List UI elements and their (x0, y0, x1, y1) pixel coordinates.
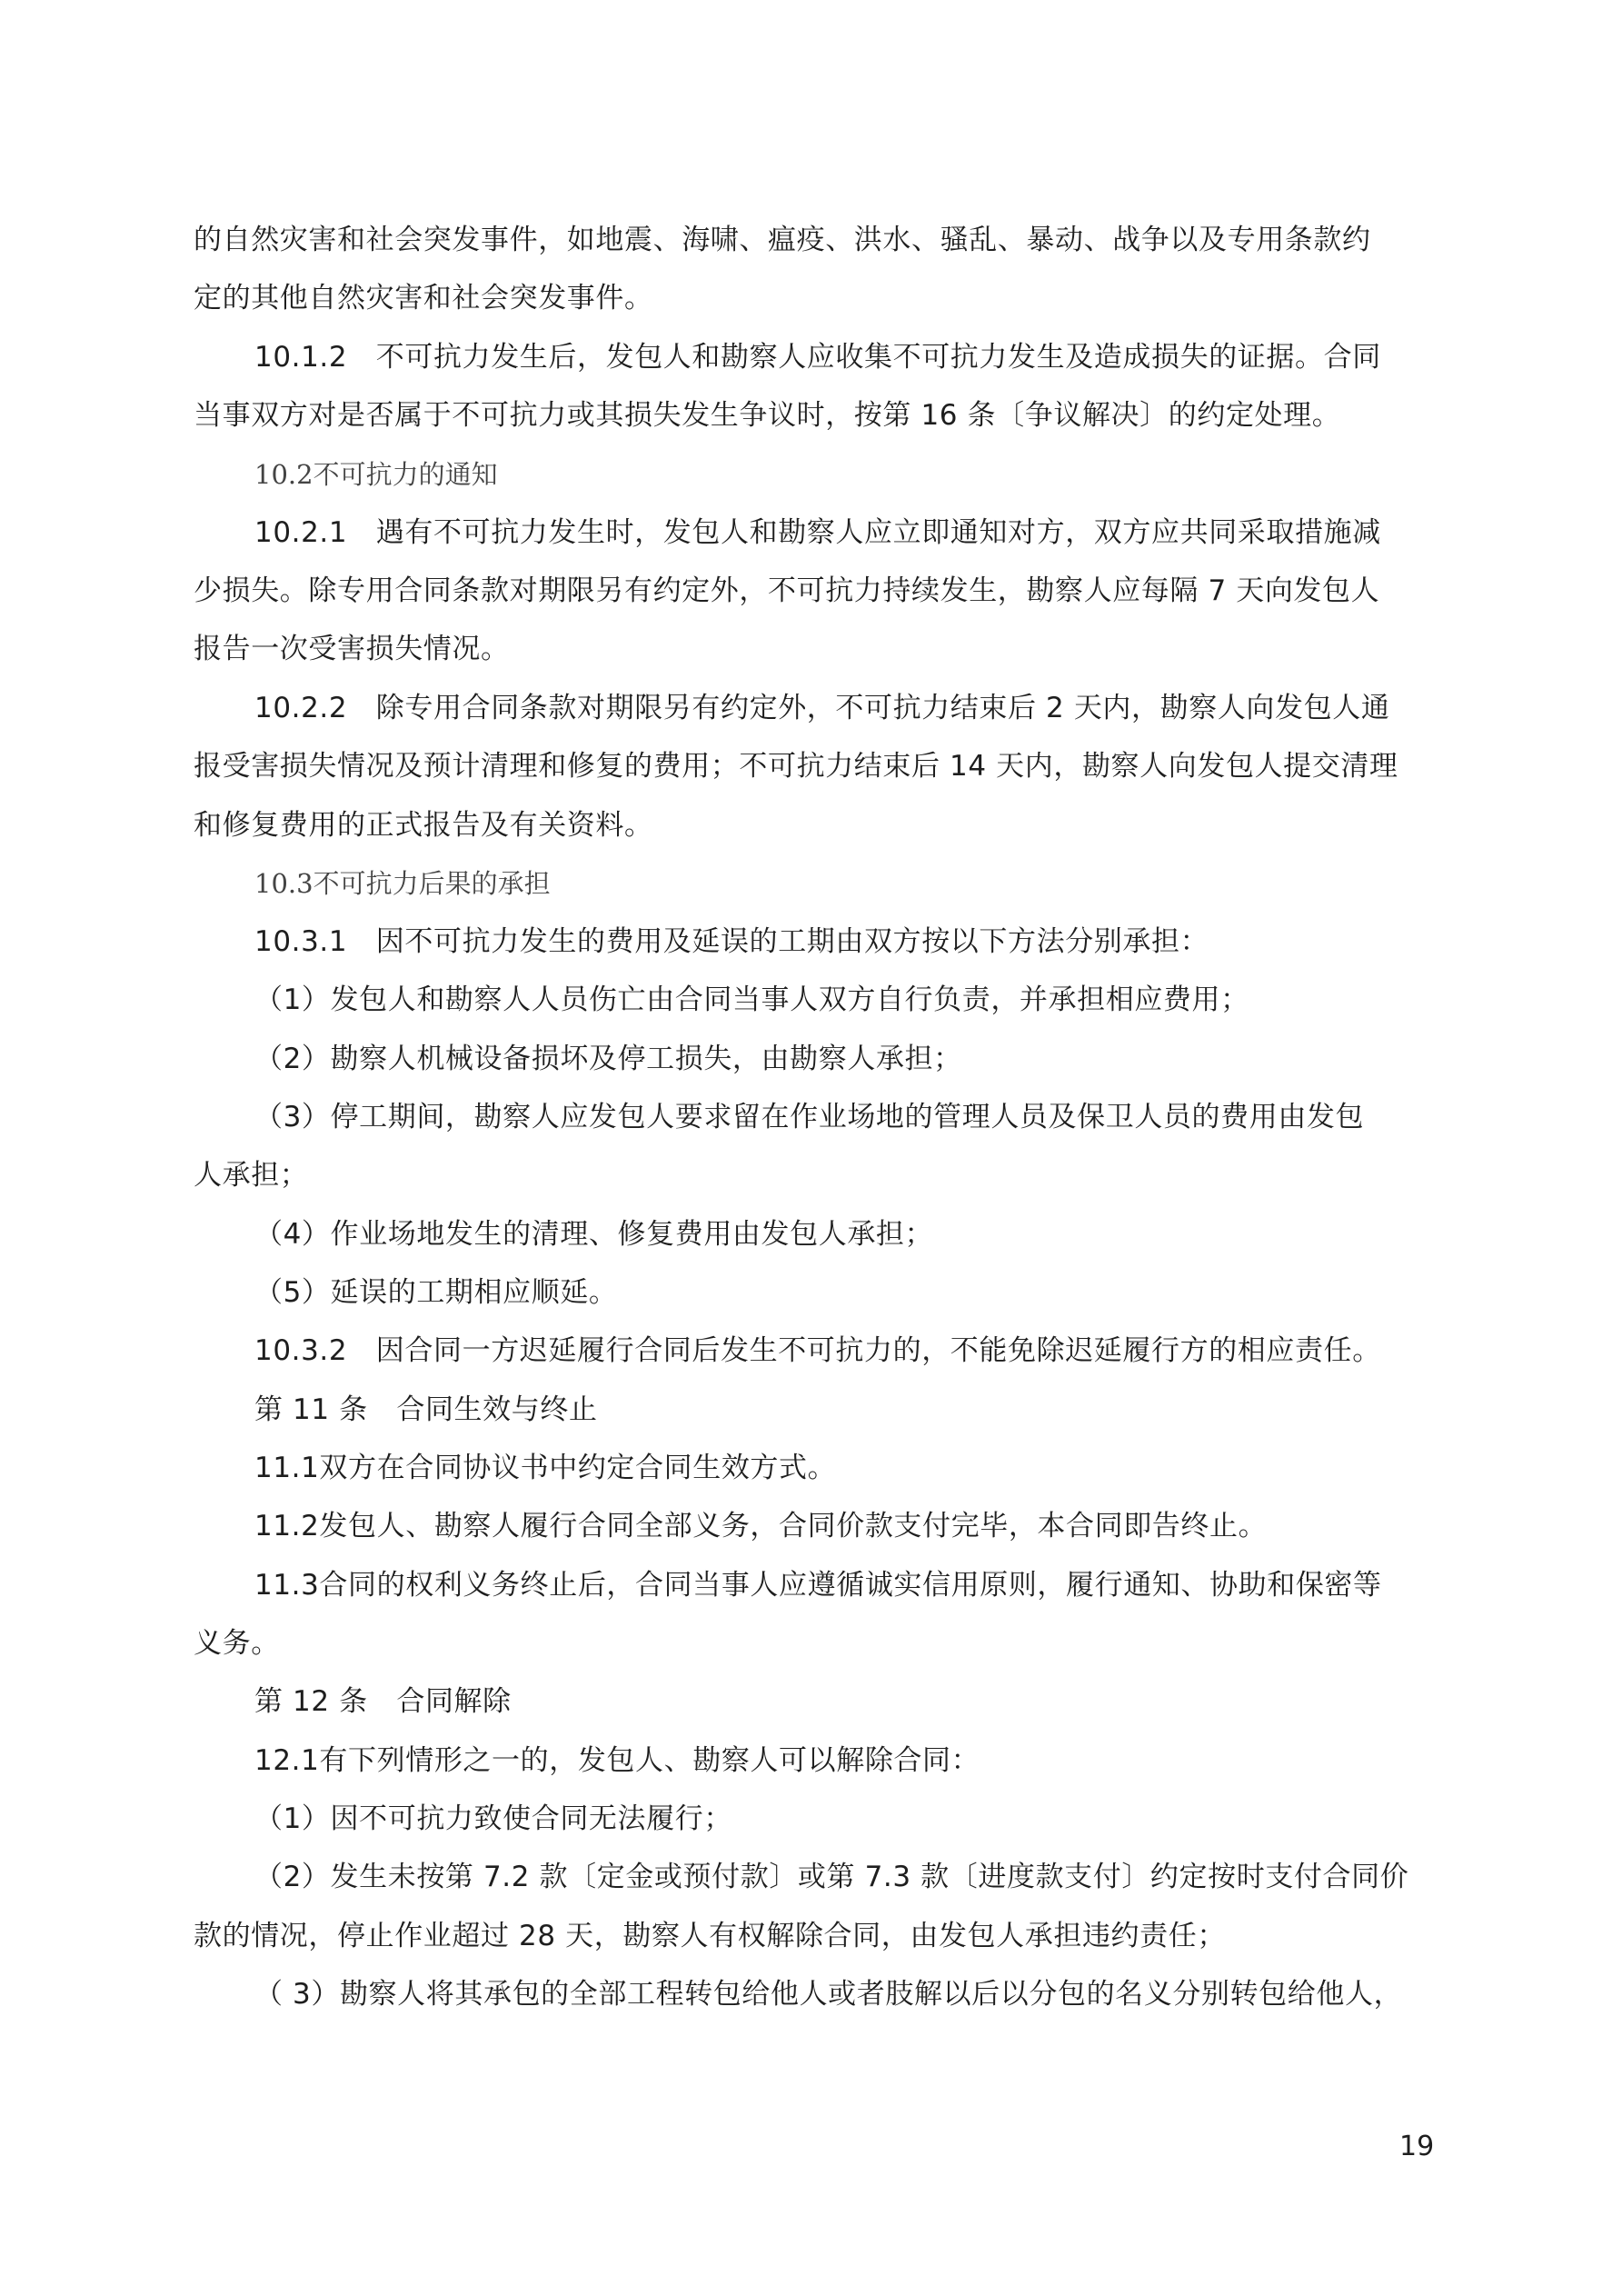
list-item: （2）发生未按第 7.2 款〔定金或预付款〕或第 7.3 款〔进度款支付〕约定按时支付合同价 (254, 1861, 1409, 1893)
paragraph-line: 人承担； (194, 1159, 309, 1192)
clause-11-3: 11.3合同的权利义务终止后，合同当事人应遵循诚实信用原则，履行通知、协助和保密等 (254, 1569, 1382, 1602)
paragraph-line: 的自然灾害和社会突发事件，如地震、海啸、瘟疫、洪水、骚乱、暴动、战争以及专用条款约 (194, 224, 1371, 256)
section-heading-10-2: 10.2不可抗力的通知 (254, 459, 498, 490)
list-item: （2）勘察人机械设备损坏及停工损失，由勘察人承担； (254, 1043, 962, 1075)
paragraph-line: 定的其他自然灾害和社会突发事件。 (194, 282, 653, 314)
paragraph-line: 少损失。除专用合同条款对期限另有约定外，不可抗力持续发生，勘察人应每隔 7 天向发包人 (194, 574, 1380, 607)
paragraph-line: 报受害损失情况及预计清理和修复的费用；不可抗力结束后 14 天内，勘察人向发包人提交清理 (194, 750, 1398, 783)
paragraph-line: 和修复费用的正式报告及有关资料。 (194, 809, 653, 842)
clause-10-1-2: 10.1.2 不可抗力发生后，发包人和勘察人应收集不可抗力发生及造成损失的证据。合同 (254, 341, 1381, 374)
clause-11-2: 11.2发包人、勘察人履行合同全部义务，合同价款支付完毕，本合同即告终止。 (254, 1510, 1268, 1542)
page-number: 19 (1399, 2131, 1435, 2162)
clause-11-1: 11.1双方在合同协议书中约定合同生效方式。 (254, 1452, 837, 1484)
list-item: （3）停工期间，勘察人应发包人要求留在作业场地的管理人员及保卫人员的费用由发包 (254, 1101, 1365, 1133)
section-heading-10-3: 10.3不可抗力后果的承担 (254, 868, 551, 899)
clause-10-2-2: 10.2.2 除专用合同条款对期限另有约定外，不可抗力结束后 2 天内，勘察人向发包人通 (254, 692, 1390, 724)
paragraph-line: 当事双方对是否属于不可抗力或其损失发生争议时，按第 16 条〔争议解决〕的约定处理。 (194, 399, 1341, 432)
list-item: （1）发包人和勘察人人员伤亡由合同当事人双方自行负责，并承担相应费用； (254, 983, 1249, 1016)
list-item: （4）作业场地发生的清理、修复费用由发包人承担； (254, 1218, 934, 1251)
paragraph-line: 款的情况，停止作业超过 28 天，勘察人有权解除合同，由发包人承担违约责任； (194, 1920, 1226, 1952)
clause-10-3-1: 10.3.1 因不可抗力发生的费用及延误的工期由双方按以下方法分别承担： (254, 925, 1209, 958)
list-item: （ 3）勘察人将其承包的全部工程转包给他人或者肢解以后以分包的名义分别转包给他人， (254, 1978, 1403, 2011)
paragraph-line: 义务。 (194, 1627, 280, 1660)
list-item: （5）延误的工期相应顺延。 (254, 1276, 618, 1309)
paragraph-line: 报告一次受害损失情况。 (194, 633, 510, 665)
article-heading-11: 第 11 条 合同生效与终止 (254, 1393, 598, 1426)
clause-10-3-2: 10.3.2 因合同一方迟延履行合同后发生不可抗力的，不能免除迟延履行方的相应责任。 (254, 1334, 1381, 1367)
list-item: （1）因不可抗力致使合同无法履行； (254, 1802, 732, 1835)
clause-12-1: 12.1有下列情形之一的，发包人、勘察人可以解除合同： (254, 1744, 980, 1777)
clause-10-2-1: 10.2.1 遇有不可抗力发生时，发包人和勘察人应立即通知对方，双方应共同采取措施减 (254, 516, 1381, 549)
article-heading-12: 第 12 条 合同解除 (254, 1685, 512, 1718)
